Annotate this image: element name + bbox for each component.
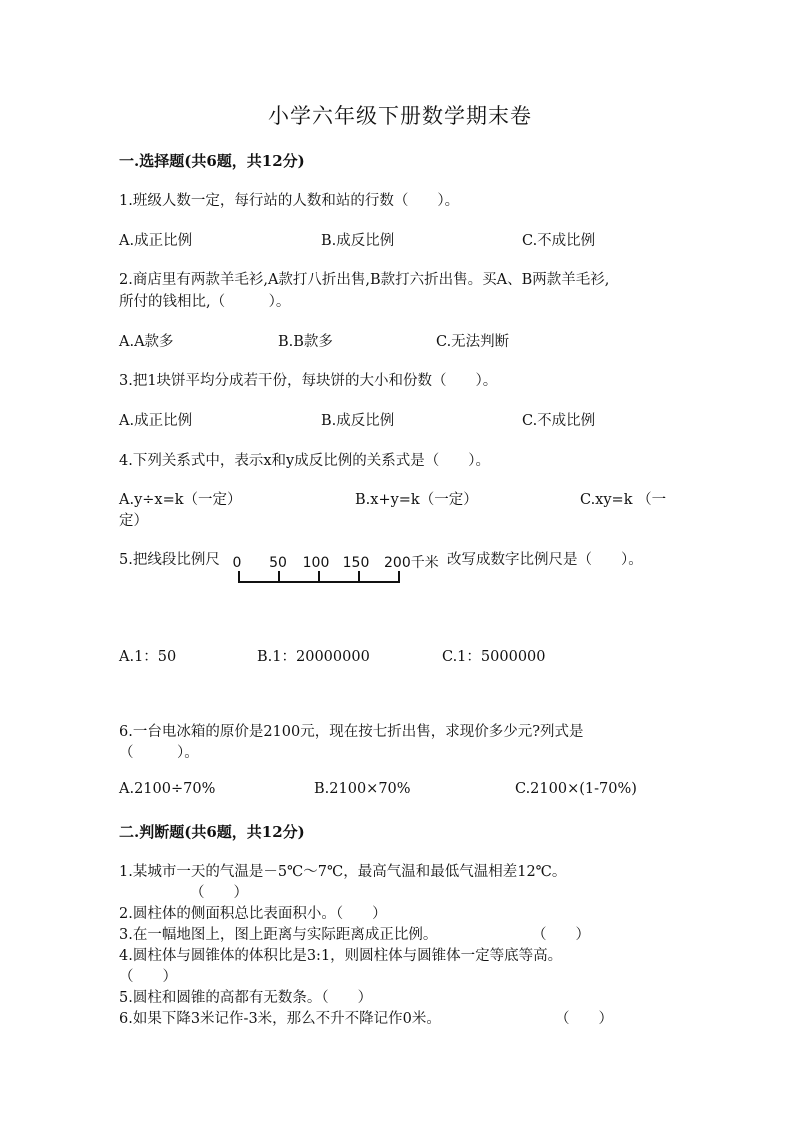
question-1-option-a: A.成正比例 — [119, 233, 193, 249]
scale-label-150: 150 — [342, 555, 370, 571]
scale-label-50: 50 — [269, 555, 287, 571]
question-3-option-c: C.不成比例 — [522, 413, 596, 429]
line-scale-figure — [234, 552, 446, 586]
question-5-option-a: A.1：50 — [119, 649, 177, 665]
question-1-text: 1.班级人数一定，每行站的人数和站的行数（ ）。 — [119, 193, 460, 209]
question-6-option-a: A.2100÷70% — [119, 781, 216, 797]
judgement-4-text: 4.圆柱体与圆锥体的体积比是3:1，则圆柱体与圆锥体一定等底等高。 — [119, 948, 563, 964]
question-5-text-end: 改写成数字比例尺是（ ）。 — [447, 552, 643, 568]
question-5-option-c: C.1：5000000 — [442, 649, 546, 665]
question-5-text-start: 5.把线段比例尺 — [119, 552, 220, 568]
section-heading-choice: 一.选择题(共6题，共12分) — [119, 152, 305, 170]
judgement-3-blank: （ ） — [532, 927, 590, 943]
question-1-option-b: B.成反比例 — [321, 233, 395, 249]
question-2-option-b: B.B款多 — [278, 334, 333, 350]
question-3-text: 3.把1块饼平均分成若干份，每块饼的大小和份数（ ）。 — [119, 373, 498, 389]
question-3-option-a: A.成正比例 — [119, 413, 193, 429]
judgement-2-text: 2.圆柱体的侧面积总比表面积小。（ ） — [119, 906, 387, 922]
page-title: 小学六年级下册数学期末卷 — [268, 104, 532, 128]
question-2-option-a: A.A款多 — [119, 334, 174, 350]
question-4-text: 4.下列关系式中，表示x和y成反比例的关系式是（ ）。 — [119, 453, 490, 469]
question-3-option-b: B.成反比例 — [321, 413, 395, 429]
question-4-option-c: C.xy=k （一 — [580, 492, 667, 508]
question-2-text-line1: 2.商店里有两款羊毛衫,A款打八折出售,B款打六折出售。买A、B两款羊毛衫, — [119, 272, 610, 288]
question-5-option-b: B.1：20000000 — [257, 649, 370, 665]
section-heading-judgement: 二.判断题(共6题，共12分) — [119, 823, 305, 841]
judgement-6-blank: （ ） — [555, 1011, 613, 1027]
scale-label-0: 0 — [232, 555, 242, 571]
judgement-1-blank: （ ） — [190, 885, 248, 901]
question-1-option-c: C.不成比例 — [522, 233, 596, 249]
question-2-text-line2: 所付的钱相比,（ ）。 — [119, 294, 291, 310]
question-4-option-a: A.y÷x=k（一定） — [119, 492, 242, 508]
judgement-3-text: 3.在一幅地图上，图上距离与实际距离成正比例。 — [119, 927, 438, 943]
scale-label-100: 100 — [302, 555, 330, 571]
question-6-text-line1: 6.一台电冰箱的原价是2100元，现在按七折出售，求现价多少元?列式是 — [119, 724, 584, 740]
question-6-option-b: B.2100×70% — [314, 781, 411, 797]
scale-label-200-km: 200千米 — [384, 555, 439, 571]
judgement-1-text: 1.某城市一天的气温是－5℃～7℃，最高气温和最低气温相差12℃。 — [119, 864, 567, 880]
question-4-option-b: B.x+y=k（一定） — [355, 492, 478, 508]
judgement-6-text: 6.如果下降3米记作-3米，那么不升不降记作0米。 — [119, 1011, 441, 1027]
question-2-option-c: C.无法判断 — [436, 334, 510, 350]
question-6-option-c: C.2100×(1-70%) — [515, 781, 637, 797]
judgement-4-blank: （ ） — [119, 969, 177, 985]
question-6-text-line2: （ ）。 — [119, 745, 199, 761]
judgement-5-text: 5.圆柱和圆锥的高都有无数条。（ ） — [119, 990, 373, 1006]
question-4-option-c-wrap: 定） — [119, 513, 148, 529]
